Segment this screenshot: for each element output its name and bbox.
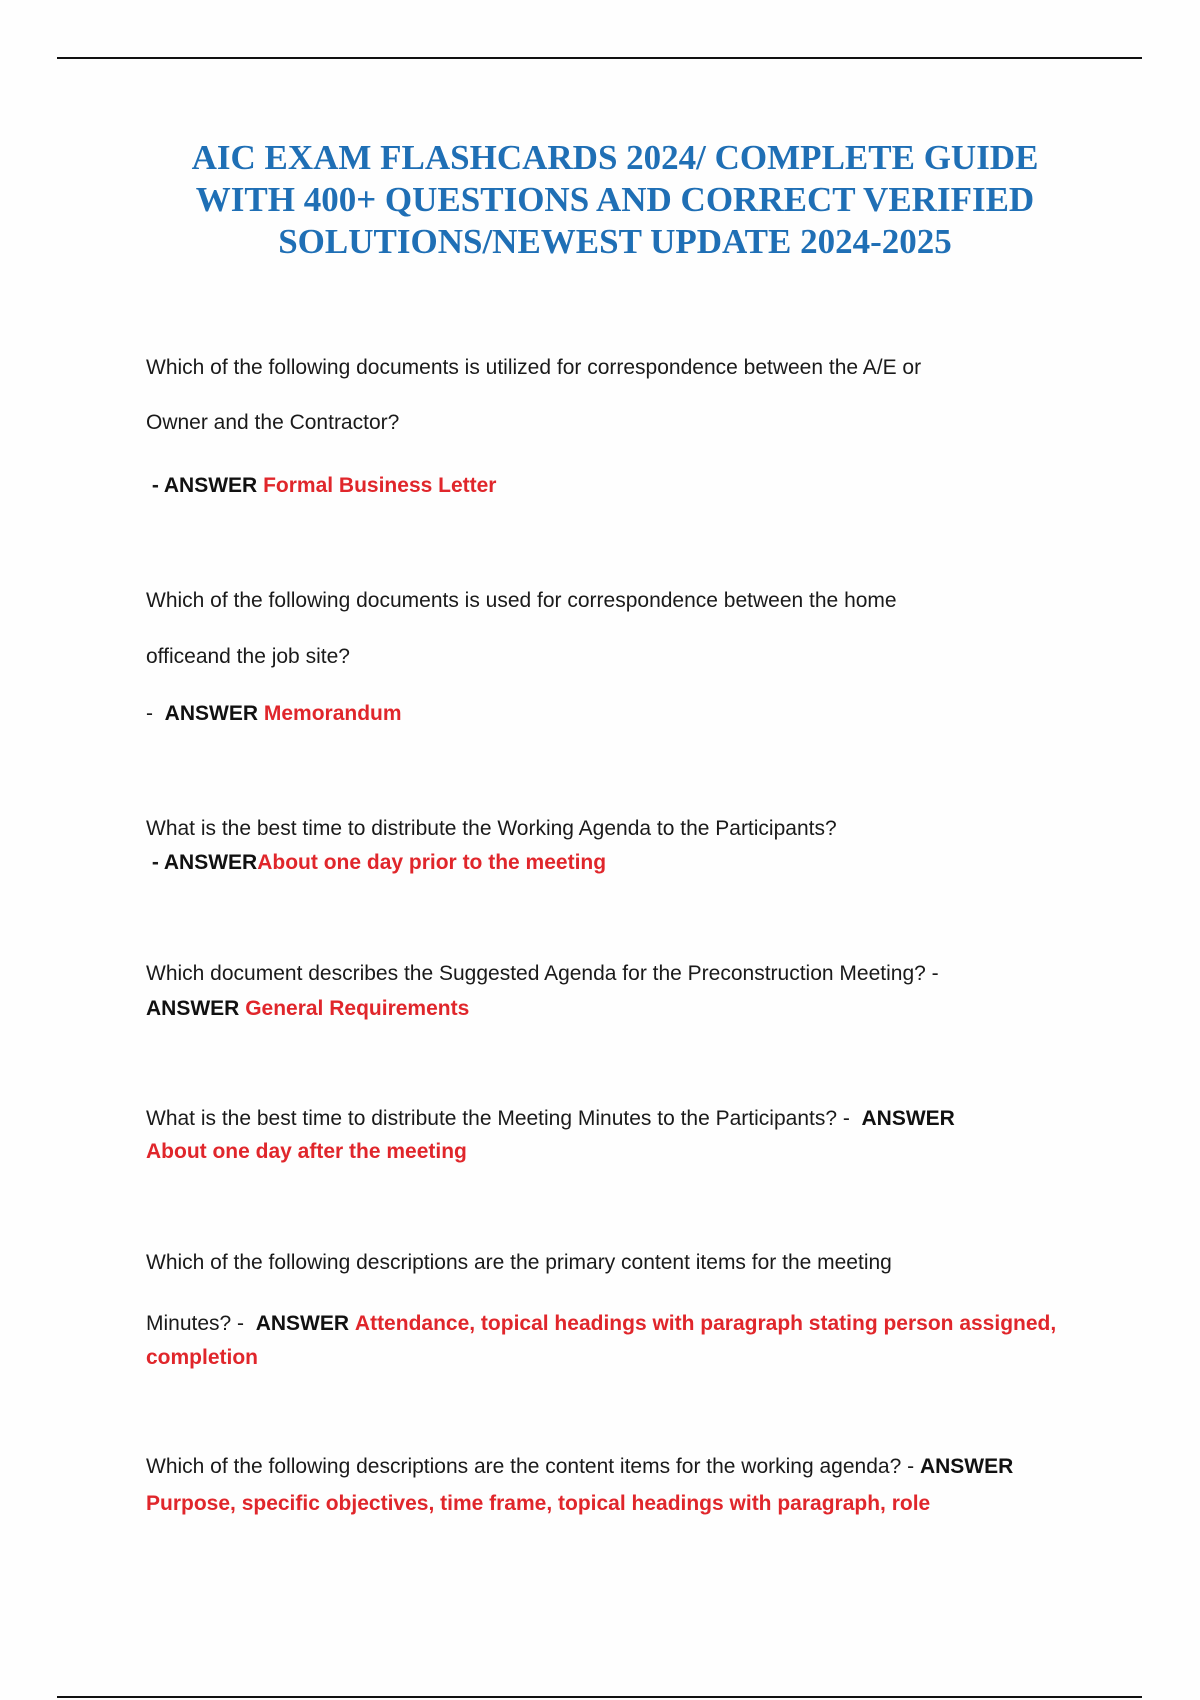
answer-text-cont: completion bbox=[146, 1346, 259, 1369]
answer-prefix: - bbox=[146, 702, 165, 725]
question-text: officeand the job site? bbox=[146, 645, 350, 668]
answer-text: Attendance, topical headings with paragraph stating person assigned, bbox=[354, 1312, 1057, 1335]
answer-text: Formal Business Letter bbox=[263, 474, 497, 497]
answer-label: ANSWER bbox=[255, 1312, 350, 1335]
answer-label: ANSWER bbox=[919, 1455, 1014, 1478]
title-line: AIC EXAM FLASHCARDS 2024/ COMPLETE GUIDE bbox=[191, 138, 1039, 177]
bottom-rule bbox=[57, 1696, 1142, 1698]
question-text: Which of the following documents is used for correspondence between the home bbox=[146, 589, 897, 612]
answer-prefix: - bbox=[146, 474, 164, 497]
question-line bbox=[146, 1455, 1013, 1479]
question-text: Which of the following descriptions are the primary content items for the meeting bbox=[146, 1251, 892, 1274]
question-line bbox=[146, 1107, 955, 1131]
question-text: What is the best time to distribute the Meeting Minutes to the Participants? - bbox=[146, 1107, 850, 1130]
question-text: Which of the following descriptions are the content items for the working agenda? - bbox=[146, 1455, 915, 1478]
question-text: Which of the following documents is utilized for correspondence between the A/E or bbox=[146, 356, 922, 379]
answer-label: ANSWER bbox=[861, 1107, 955, 1130]
question-text: Minutes? - bbox=[146, 1312, 245, 1335]
answer-prefix: - bbox=[146, 851, 164, 874]
title-line: WITH 400+ QUESTIONS AND CORRECT VERIFIED bbox=[195, 180, 1035, 219]
answer-text: Purpose, specific objectives, time frame, topical headings with paragraph, role bbox=[146, 1492, 931, 1515]
answer-label: ANSWER bbox=[163, 474, 258, 497]
question-line bbox=[146, 1312, 1056, 1336]
answer-line bbox=[146, 474, 496, 498]
answer-line bbox=[146, 702, 402, 726]
answer-text: General Requirements bbox=[245, 997, 470, 1020]
question-text: Which document describes the Suggested Agenda for the Preconstruction Meeting? - bbox=[146, 962, 939, 985]
question-text: Owner and the Contractor? bbox=[146, 411, 400, 434]
answer-label: ANSWER bbox=[164, 702, 259, 725]
top-rule bbox=[57, 57, 1142, 59]
answer-line bbox=[146, 851, 606, 875]
title-line: SOLUTIONS/NEWEST UPDATE 2024-2025 bbox=[278, 222, 952, 261]
answer-label: ANSWER bbox=[146, 997, 240, 1020]
answer-line bbox=[146, 1140, 467, 1164]
answer-text: Memorandum bbox=[263, 702, 402, 725]
document-title bbox=[110, 137, 1120, 263]
answer-text: About one day prior to the meeting bbox=[257, 851, 607, 874]
answer-line bbox=[146, 997, 469, 1021]
answer-line bbox=[146, 1492, 930, 1516]
answer-label: ANSWER bbox=[163, 851, 258, 874]
answer-text: About one day after the meeting bbox=[146, 1140, 467, 1163]
question-text: What is the best time to distribute the Working Agenda to the Participants? bbox=[146, 817, 837, 840]
answer-line bbox=[146, 1346, 258, 1370]
